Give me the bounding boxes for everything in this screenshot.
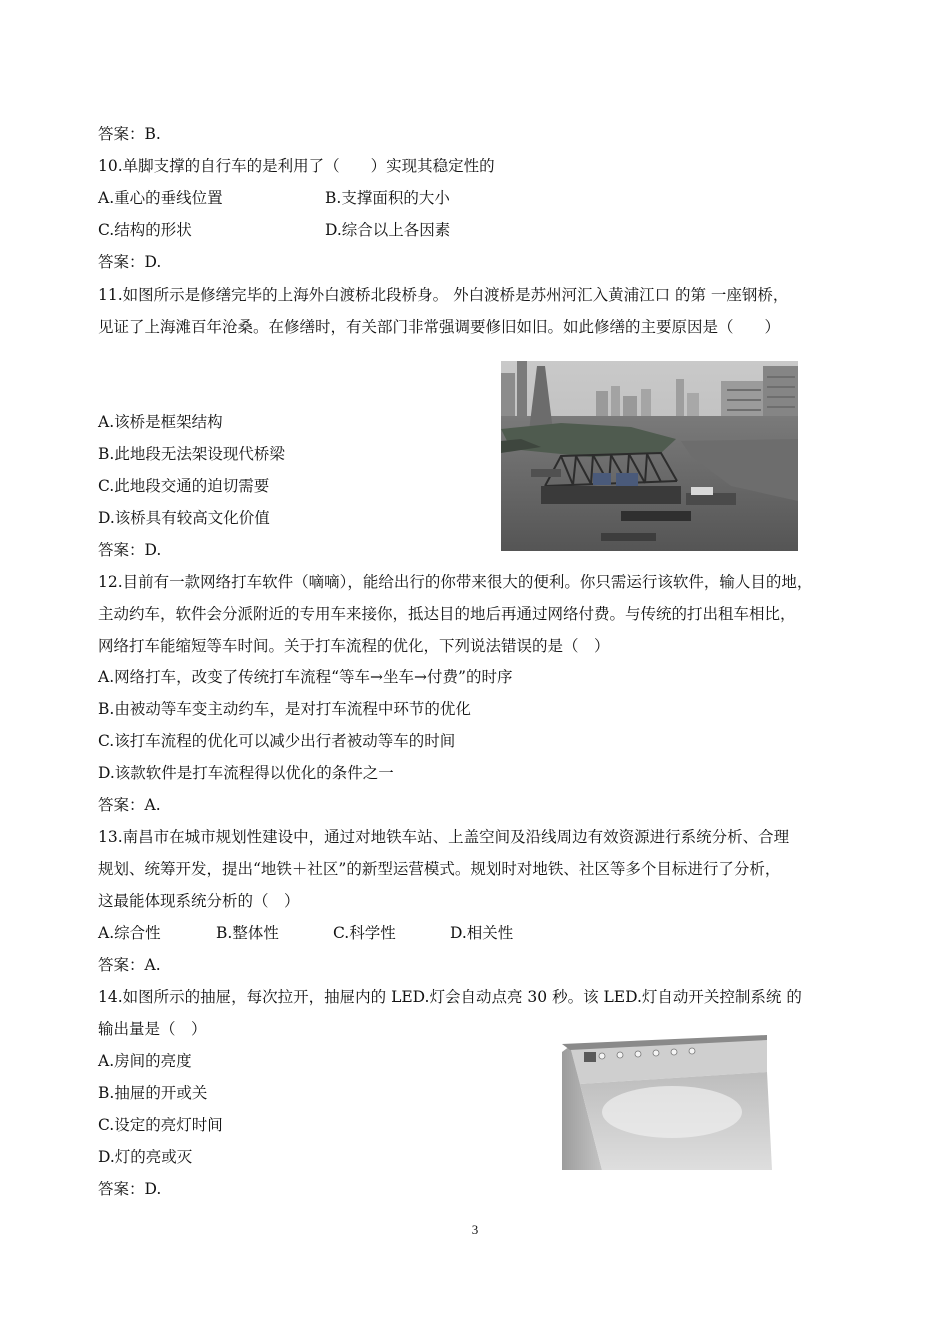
- q11-stem-line1: 11.如图所示是修缮完毕的上海外白渡桥北段桥身。 外白渡桥是苏州河汇入黄浦江口 的第 一座钢桥，: [98, 286, 789, 304]
- q13-stem-line1: 13.南昌市在城市规划性建设中，通过对地铁车站、上盖空间及沿线周边有效资源进行系统分析、合理: [98, 828, 790, 846]
- q13-stem-line3: 这最能体现系统分析的（ ）: [98, 892, 300, 910]
- q12-option-b: B.由被动等车变主动约车，是对打车流程中环节的优化: [98, 700, 471, 718]
- q9-answer: 答案：B.: [98, 125, 161, 143]
- q14-option-d: D.灯的亮或灭: [98, 1148, 193, 1166]
- q12-option-c: C.该打车流程的优化可以减少出行者被动等车的时间: [98, 732, 456, 750]
- q13-option-b: B.整体性: [216, 924, 279, 942]
- q14-option-c: C.设定的亮灯时间: [98, 1116, 223, 1134]
- q12-option-a: A.网络打车，改变了传统打车流程“等车→坐车→付费”的时序: [98, 668, 513, 686]
- q12-stem-line2: 主动约车，软件会分派附近的专用车来接你，抵达目的地后再通过网络付费。与传统的打出租车相比，: [98, 605, 796, 623]
- q13-stem-line2: 规划、统筹开发，提出“地铁＋社区”的新型运营模式。规划时对地铁、社区等多个目标进行了分析，: [98, 860, 781, 878]
- q14-stem-line2: 输出量是（ ）: [98, 1020, 207, 1038]
- q13-option-d: D.相关性: [450, 924, 514, 942]
- q10-option-b: B.支撑面积的大小: [325, 189, 450, 207]
- bridge-photo-image: [501, 361, 798, 551]
- q11-stem-line2: 见证了上海滩百年沧桑。在修缮时，有关部门非常强调要修旧如旧。如此修缮的主要原因是（ ）: [98, 318, 781, 336]
- q12-option-d: D.该款软件是打车流程得以优化的条件之一: [98, 764, 394, 782]
- q12-answer: 答案：A.: [98, 796, 161, 814]
- q13-answer: 答案：A.: [98, 956, 161, 974]
- q10-option-d: D.综合以上各因素: [325, 221, 451, 239]
- page-number: 3: [471, 1222, 479, 1237]
- bridge-photo: [501, 361, 798, 551]
- q13-option-a: A.综合性: [98, 924, 161, 942]
- q11-option-b: B.此地段无法架设现代桥梁: [98, 445, 285, 463]
- q12-stem-line1: 12.目前有一款网络打车软件（嘀嘀），能给出行的你带来很大的便利。你只需运行该软件，输人目的地，: [98, 573, 813, 591]
- drawer-photo-image: [562, 1032, 772, 1170]
- q12-stem-line3: 网络打车能缩短等车时间。关于打车流程的优化，下列说法错误的是（ ）: [98, 637, 610, 655]
- q10-answer: 答案：D.: [98, 253, 162, 271]
- q14-stem-line1: 14.如图所示的抽屉，每次拉开，抽屉内的 LED.灯会自动点亮 30 秒。该 LED.灯自动开关控制系统 的: [98, 988, 802, 1006]
- q11-option-c: C.此地段交通的迫切需要: [98, 477, 270, 495]
- q11-option-a: A.该桥是框架结构: [98, 413, 223, 431]
- q13-option-c: C.科学性: [333, 924, 396, 942]
- q11-option-d: D.该桥具有较高文化价值: [98, 509, 270, 527]
- q10-option-a: A.重心的垂线位置: [98, 189, 223, 207]
- q14-answer: 答案：D.: [98, 1180, 162, 1198]
- q11-answer: 答案：D.: [98, 541, 162, 559]
- q14-option-a: A.房间的亮度: [98, 1052, 192, 1070]
- q10-option-c: C.结构的形状: [98, 221, 192, 239]
- drawer-photo: [562, 1032, 772, 1170]
- q14-option-b: B.抽屉的开或关: [98, 1084, 208, 1102]
- q10-stem: 10.单脚支撑的自行车的是利用了（ ）实现其稳定性的: [98, 157, 495, 175]
